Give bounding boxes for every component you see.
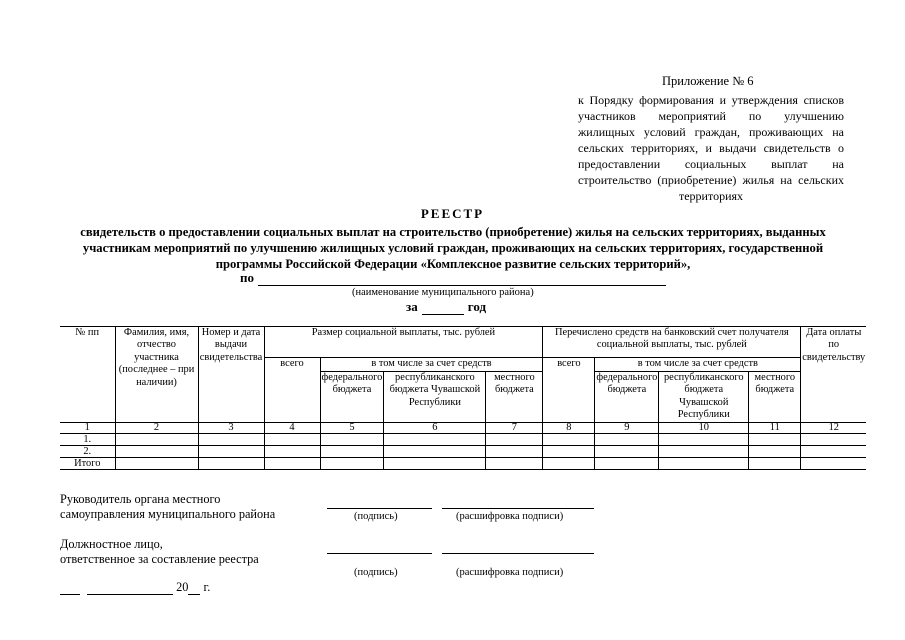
table-cell[interactable] bbox=[543, 434, 595, 446]
official-signature-field[interactable] bbox=[327, 553, 432, 554]
official-label-line2: ответственное за составление реестра bbox=[60, 552, 259, 566]
table-cell[interactable] bbox=[320, 446, 384, 458]
header-republic: республиканского бюджета Чувашской Республики bbox=[384, 372, 486, 423]
header-including: в том числе за счет средств bbox=[320, 358, 543, 372]
table-cell[interactable] bbox=[486, 446, 543, 458]
table-cell[interactable] bbox=[595, 458, 659, 470]
header-payment-group: Размер социальной выплаты, тыс. рублей bbox=[264, 327, 543, 358]
table-cell[interactable] bbox=[198, 446, 264, 458]
col-number: 10 bbox=[659, 423, 749, 434]
table-cell[interactable] bbox=[198, 458, 264, 470]
official-decode-field[interactable] bbox=[442, 553, 594, 554]
table-cell[interactable] bbox=[320, 434, 384, 446]
table-cell[interactable] bbox=[749, 458, 801, 470]
appendix-text: к Порядку формирования и утверждения списков участников мероприятий по улучшению жилищных условий граждан, проживающих на сельских территориях, и выдачи свидетельств о предоставлении социальных выплат на строительство (приобретение) жилья на сельских территориях bbox=[578, 93, 844, 203]
po-label: по bbox=[240, 270, 254, 285]
header-fio: Фамилия, имя, отчество участника (последнее – при наличии) bbox=[115, 327, 198, 423]
table-cell[interactable] bbox=[115, 446, 198, 458]
table-cell[interactable] bbox=[384, 446, 486, 458]
municipality-caption: (наименование муниципального района) bbox=[352, 287, 534, 298]
table-cell[interactable] bbox=[486, 458, 543, 470]
col-number: 8 bbox=[543, 423, 595, 434]
table-cell[interactable] bbox=[115, 434, 198, 446]
year-suffix-field[interactable] bbox=[188, 583, 200, 595]
col-number: 3 bbox=[198, 423, 264, 434]
col-number: 7 bbox=[486, 423, 543, 434]
header-total: всего bbox=[264, 358, 320, 423]
header-transfer-group: Перечислено средств на банковский счет получателя социальной выплаты, тыс. рублей bbox=[543, 327, 801, 358]
year-field[interactable] bbox=[422, 303, 464, 315]
table-cell[interactable] bbox=[486, 434, 543, 446]
table-cell[interactable] bbox=[749, 434, 801, 446]
day-field[interactable] bbox=[60, 583, 80, 595]
table-cell[interactable] bbox=[749, 446, 801, 458]
table-cell[interactable] bbox=[659, 446, 749, 458]
register-subtitle: свидетельств о предоставлении социальных выплат на строительство (приобретение) жилья на сельских территориях, выданных участникам мероприятий по улучшению жилищных условий граждан, проживающих на сельских территориях, государственной программы Российской Федерации «Комплексное развитие сельских территорий», bbox=[80, 225, 826, 271]
table-cell[interactable] bbox=[595, 434, 659, 446]
table-cell[interactable] bbox=[320, 458, 384, 470]
table-cell[interactable] bbox=[595, 446, 659, 458]
date-year-prefix: 20 bbox=[176, 580, 189, 594]
table-row-total bbox=[60, 458, 866, 470]
date-line bbox=[60, 580, 210, 595]
head-label-line2: самоуправления муниципального района bbox=[60, 507, 276, 521]
official-label-line1: Должностное лицо, bbox=[60, 537, 163, 551]
date-suffix: г. bbox=[203, 580, 211, 594]
year-line bbox=[406, 299, 486, 315]
header-num: № пп bbox=[60, 327, 115, 423]
table-cell[interactable] bbox=[801, 458, 866, 470]
za-label: за bbox=[406, 299, 418, 314]
month-field[interactable] bbox=[87, 583, 173, 595]
col-number: 9 bbox=[595, 423, 659, 434]
table-cell[interactable] bbox=[115, 458, 198, 470]
header-including: в том числе за счет средств bbox=[595, 358, 801, 372]
table-cell[interactable] bbox=[801, 446, 866, 458]
municipality-field[interactable] bbox=[258, 285, 666, 286]
col-number: 4 bbox=[264, 423, 320, 434]
header-federal: федерального бюджета bbox=[595, 372, 659, 423]
sign-caption: (подпись) bbox=[354, 511, 398, 522]
col-number: 12 bbox=[801, 423, 866, 434]
register-table bbox=[60, 326, 866, 470]
col-number: 11 bbox=[749, 423, 801, 434]
row-label-total: Итого bbox=[60, 458, 115, 470]
header-pay-date: Дата оплаты по свидетельству bbox=[801, 327, 866, 423]
col-number: 5 bbox=[320, 423, 384, 434]
official-signature-label bbox=[60, 537, 259, 567]
decode-caption: (расшифровка подписи) bbox=[456, 511, 564, 522]
table-row bbox=[60, 434, 866, 446]
col-number: 1 bbox=[60, 423, 115, 434]
table-cell[interactable] bbox=[384, 434, 486, 446]
table-cell[interactable] bbox=[801, 434, 866, 446]
year-label: год bbox=[467, 299, 487, 314]
register-title: РЕЕСТР bbox=[420, 206, 485, 221]
header-federal: федерального бюджета bbox=[320, 372, 384, 423]
table-cell[interactable] bbox=[543, 446, 595, 458]
table-row bbox=[60, 446, 866, 458]
head-decode-field[interactable] bbox=[442, 508, 594, 509]
head-signature-field[interactable] bbox=[327, 508, 432, 509]
table-cell[interactable] bbox=[659, 458, 749, 470]
header-local: местного бюджета bbox=[749, 372, 801, 423]
header-republic: республиканского бюджета Чувашской Республики bbox=[659, 372, 749, 423]
header-total: всего bbox=[543, 358, 595, 423]
sign-caption: (подпись) bbox=[354, 567, 398, 578]
table-cell[interactable] bbox=[264, 458, 320, 470]
row-label: 1. bbox=[60, 434, 115, 446]
head-signature-label bbox=[60, 492, 275, 522]
table-cell[interactable] bbox=[264, 434, 320, 446]
head-label-line1: Руководитель органа местного bbox=[60, 492, 221, 506]
table-cell[interactable] bbox=[198, 434, 264, 446]
header-cert: Номер и дата выдачи свидетельства bbox=[198, 327, 264, 423]
header-local: местного бюджета bbox=[486, 372, 543, 423]
table-cell[interactable] bbox=[543, 458, 595, 470]
table-cell[interactable] bbox=[659, 434, 749, 446]
col-number: 2 bbox=[115, 423, 198, 434]
decode-caption: (расшифровка подписи) bbox=[456, 567, 564, 578]
row-label: 2. bbox=[60, 446, 115, 458]
table-cell[interactable] bbox=[264, 446, 320, 458]
table-cell[interactable] bbox=[384, 458, 486, 470]
col-number: 6 bbox=[384, 423, 486, 434]
appendix-title: Приложение № 6 bbox=[662, 74, 754, 88]
